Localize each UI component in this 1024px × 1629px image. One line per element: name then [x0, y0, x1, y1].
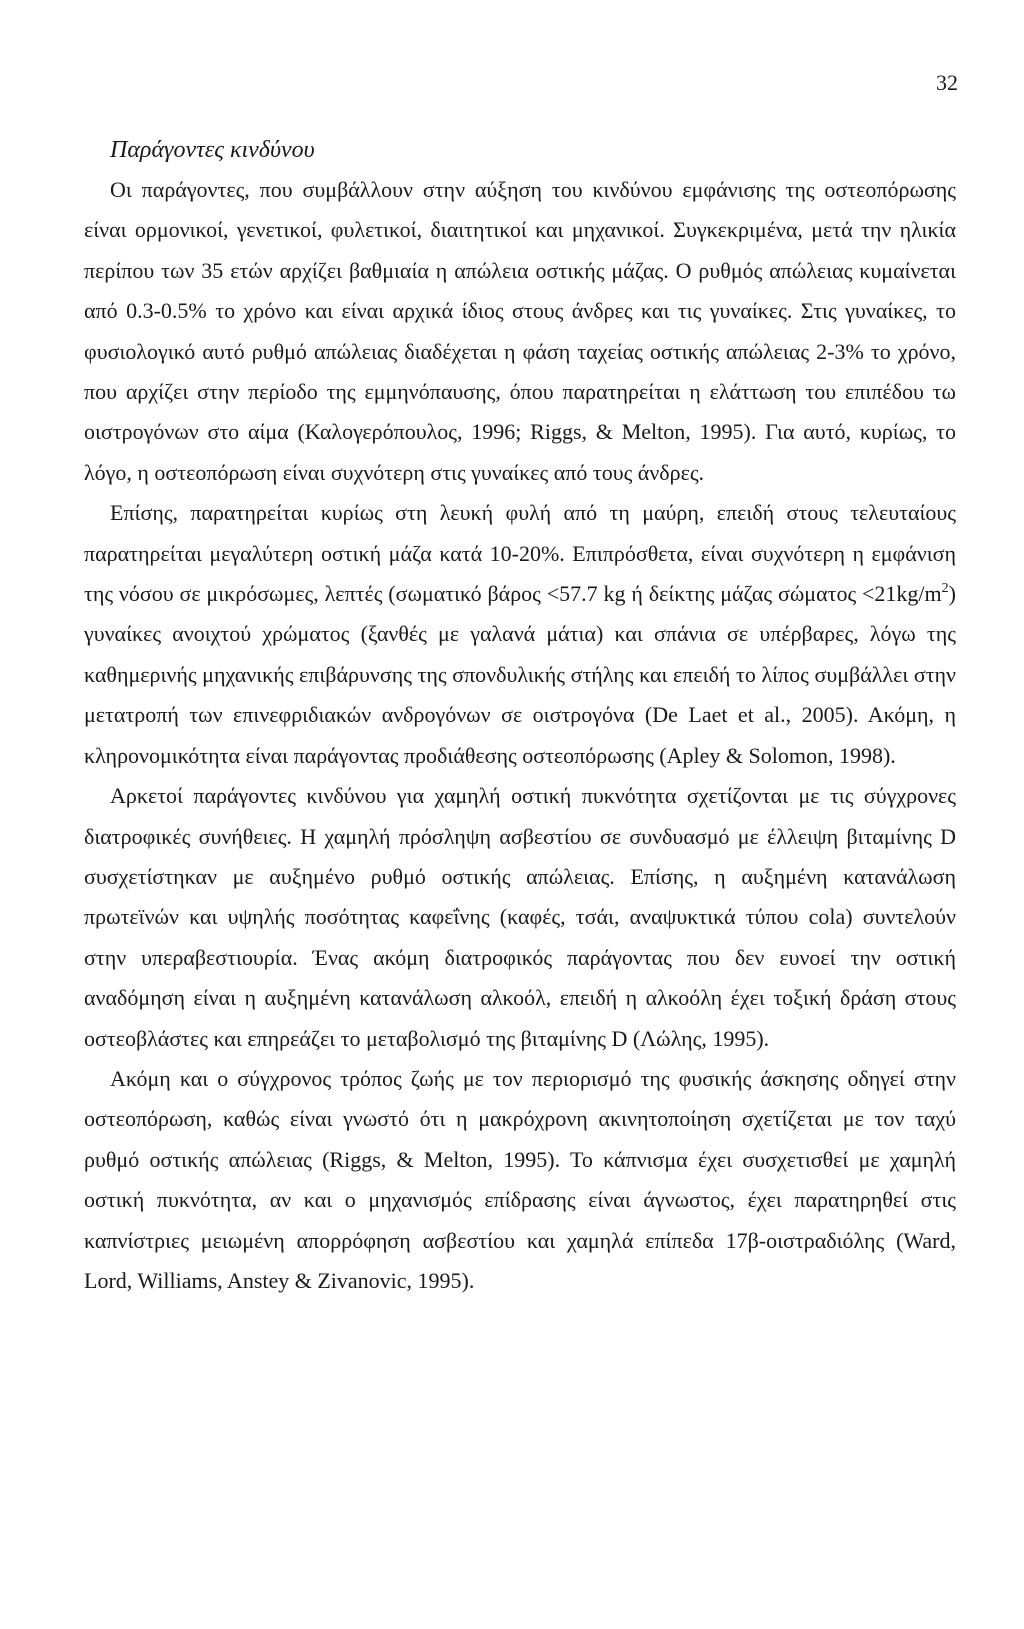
superscript-squared: 2	[941, 581, 949, 597]
paragraph-risk-factors: Οι παράγοντες, που συμβάλλουν στην αύξηση του κινδύνου εμφάνισης της οστεοπόρωσης είναι ορμονικοί, γενετικοί, φυλετικοί, διαιτητικοί και μηχανικοί. Συγκεκριμένα, μετά την ηλικία περίπου των 35 ετών αρχίζει βαθμιαία η απώλεια οστικής μάζας. Ο ρυθμός απώλειας κυμαίνεται από 0.3-0.5% το χρόνο και είναι αρχικά ίδιος στους άνδρες και τις γυναίκες. Στις γυναίκες, το φυσιολογικό αυτό ρυθμό απώλειας διαδέχεται η φάση ταχείας οστικής απώλειας 2-3% το χρόνο, που αρχίζει στην περίοδο της εμμηνόπαυσης, όπου παρατηρείται η ελάττωση του επιπέδου τω οιστρογόνων στο αίμα (Καλογερόπουλος, 1996; Riggs, & Melton, 1995). Για αυτό, κυρίως, το λόγο, η οστεοπόρωση είναι συχνότερη στις γυναίκες από τους άνδρες.	[84, 177, 956, 485]
paragraph-race-text-before: Επίσης, παρατηρείται κυρίως στη λευκή φυλή από τη μαύρη, επειδή στους τελευταίους παρατηρείται μεγαλύτερη οστική μάζα κατά 10-20%. Επιπρόσθετα, είναι συχνότερη η εμφάνιση της νόσου σε μικρόσωμες, λεπτές (σωματικό βάρος <57.7 kg ή δείκτης μάζας σώματος <21kg/m	[84, 500, 956, 607]
document-body	[84, 130, 956, 1301]
paragraph-race-body-type	[84, 493, 956, 776]
paragraph-lifestyle: Ακόμη και ο σύγχρονος τρόπος ζωής με τον περιορισμό της φυσικής άσκησης οδηγεί στην οστεοπόρωση, καθώς είναι γνωστό ότι η μακρόχρονη ακινητοποίηση σχετίζεται με τον ταχύ ρυθμό οστικής απώλειας (Riggs, & Melton, 1995). Το κάπνισμα έχει συσχετισθεί με χαμηλή οστική πυκνότητα, αν και ο μηχανισμός επίδρασης είναι άγνωστος, έχει παρατηρηθεί στις καπνίστριες μειωμένη απορρόφηση ασβεστίου και χαμηλά επίπεδα 17β-οιστραδιόλης (Ward, Lord, Williams, Anstey & Zivanovic, 1995).	[84, 1065, 956, 1293]
page-number: 32	[936, 70, 958, 95]
section-heading: Παράγοντες κινδύνου	[110, 137, 315, 163]
paragraph-diet: Αρκετοί παράγοντες κινδύνου για χαμηλή οστική πυκνότητα σχετίζονται με τις σύγχρονες διατροφικές συνήθειες. Η χαμηλή πρόσληψη ασβεστίου σε συνδυασμό με έλλειψη βιταμίνης D συσχετίστηκαν με αυξημένο ρυθμό οστικής απώλειας. Επίσης, η αυξημένη κατανάλωση πρωτεϊνών και υψηλής ποσότητας καφεΐνης (καφές, τσάι, αναψυκτικά τύπου cola) συντελούν στην υπεραβεστιουρία. Ένας ακόμη διατροφικός παράγοντας που δεν ευνοεί την οστική αναδόμηση είναι η αυξημένη κατανάλωση αλκοόλ, επειδή η αλκοόλη έχει τοξική δράση στους οστεοβλάστες και επηρεάζει το μεταβολισμό της βιταμίνης D (Λώλης, 1995).	[84, 783, 956, 1051]
paragraph-race-text-after: ) γυναίκες ανοιχτού χρώματος (ξανθές με γαλανά μάτια) και σπάνια σε υπέρβαρες, λόγω της καθημερινής μηχανικής επιβάρυνσης της σπονδυλικής στήλης και επειδή το λίπος συμβάλλει στην μετατροπή των επινεφριδιακών ανδρογόνων σε οιστρογόνα (De Laet et al., 2005). Ακόμη, η κληρονομικότητα είναι παράγοντας προδιάθεσης οστεοπόρωσης (Apley & Solomon, 1998).	[84, 581, 956, 768]
